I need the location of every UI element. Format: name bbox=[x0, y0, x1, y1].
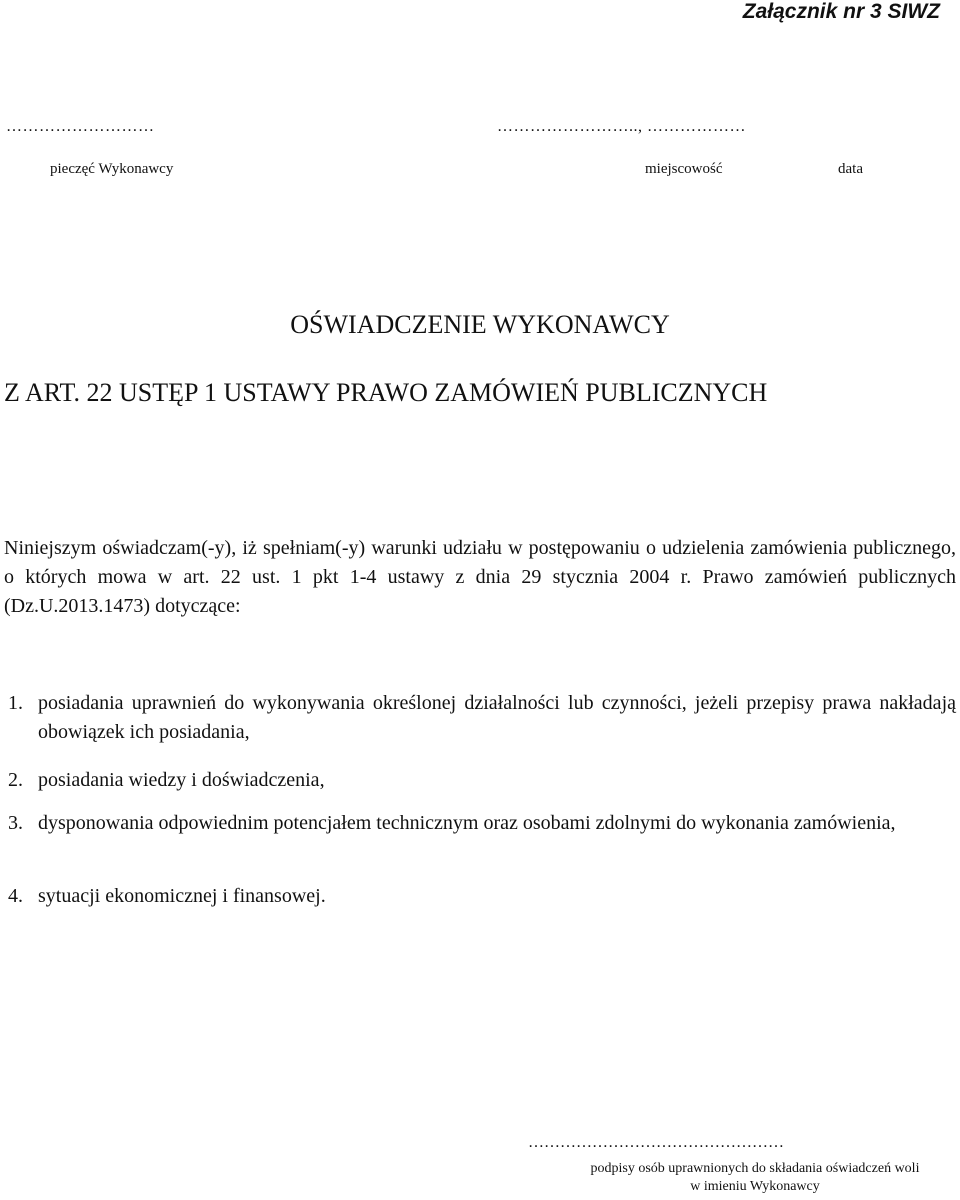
place-label: miejscowość bbox=[645, 161, 723, 177]
signature-label-line2: w imieniu Wykonawcy bbox=[690, 1179, 820, 1194]
list-item bbox=[4, 766, 956, 795]
list-item-text: posiadania uprawnień do wykonywania określonej działalności lub czynności, jeżeli przepisy prawa nakładają obowiązek ich posiadania, bbox=[38, 692, 956, 743]
list-item-text: posiadania wiedzy i doświadczenia, bbox=[38, 769, 325, 791]
list-item-text: dysponowania odpowiednim potencjałem technicznym oraz osobami zdolnymi do wykonania zamówienia, bbox=[38, 812, 896, 834]
list-item-number: 2. bbox=[8, 769, 23, 791]
stamp-label: pieczęć Wykonawcy bbox=[50, 161, 174, 177]
list-item bbox=[4, 882, 956, 911]
date-label: data bbox=[838, 161, 863, 177]
list-item bbox=[4, 689, 956, 747]
intro-paragraph: Niniejszym oświadczam(-y), iż spełniam(-y) warunki udziału w postępowaniu o udzielenia zamówienia publicznego, o których mowa w art. 22 ust. 1 pkt 1-4 ustawy z dnia 29 stycznia 2004 r. Prawo zamówień publicznych (Dz.U.2013.1473) dotyczące: bbox=[4, 537, 956, 617]
signature-label-line1: podpisy osób uprawnionych do składania oświadczeń woli bbox=[590, 1161, 920, 1176]
signature-dots: ………………………………………… bbox=[528, 1134, 784, 1151]
document-title: OŚWIADCZENIE WYKONAWCY bbox=[290, 310, 670, 339]
list-item-number: 4. bbox=[8, 885, 23, 907]
place-date-dots: …………………….., ……………… bbox=[497, 118, 746, 135]
list-item-number: 3. bbox=[8, 812, 23, 834]
signature-label bbox=[555, 1160, 955, 1196]
annex-label: Załącznik nr 3 SIWZ bbox=[742, 0, 940, 23]
list-item bbox=[4, 809, 956, 838]
stamp-dots: ……………………… bbox=[6, 118, 155, 135]
document-subtitle: Z ART. 22 USTĘP 1 USTAWY PRAWO ZAMÓWIEŃ PUBLICZNYCH bbox=[4, 378, 768, 407]
list-item-text: sytuacji ekonomicznej i finansowej. bbox=[38, 885, 326, 907]
list-item-number: 1. bbox=[8, 692, 23, 714]
